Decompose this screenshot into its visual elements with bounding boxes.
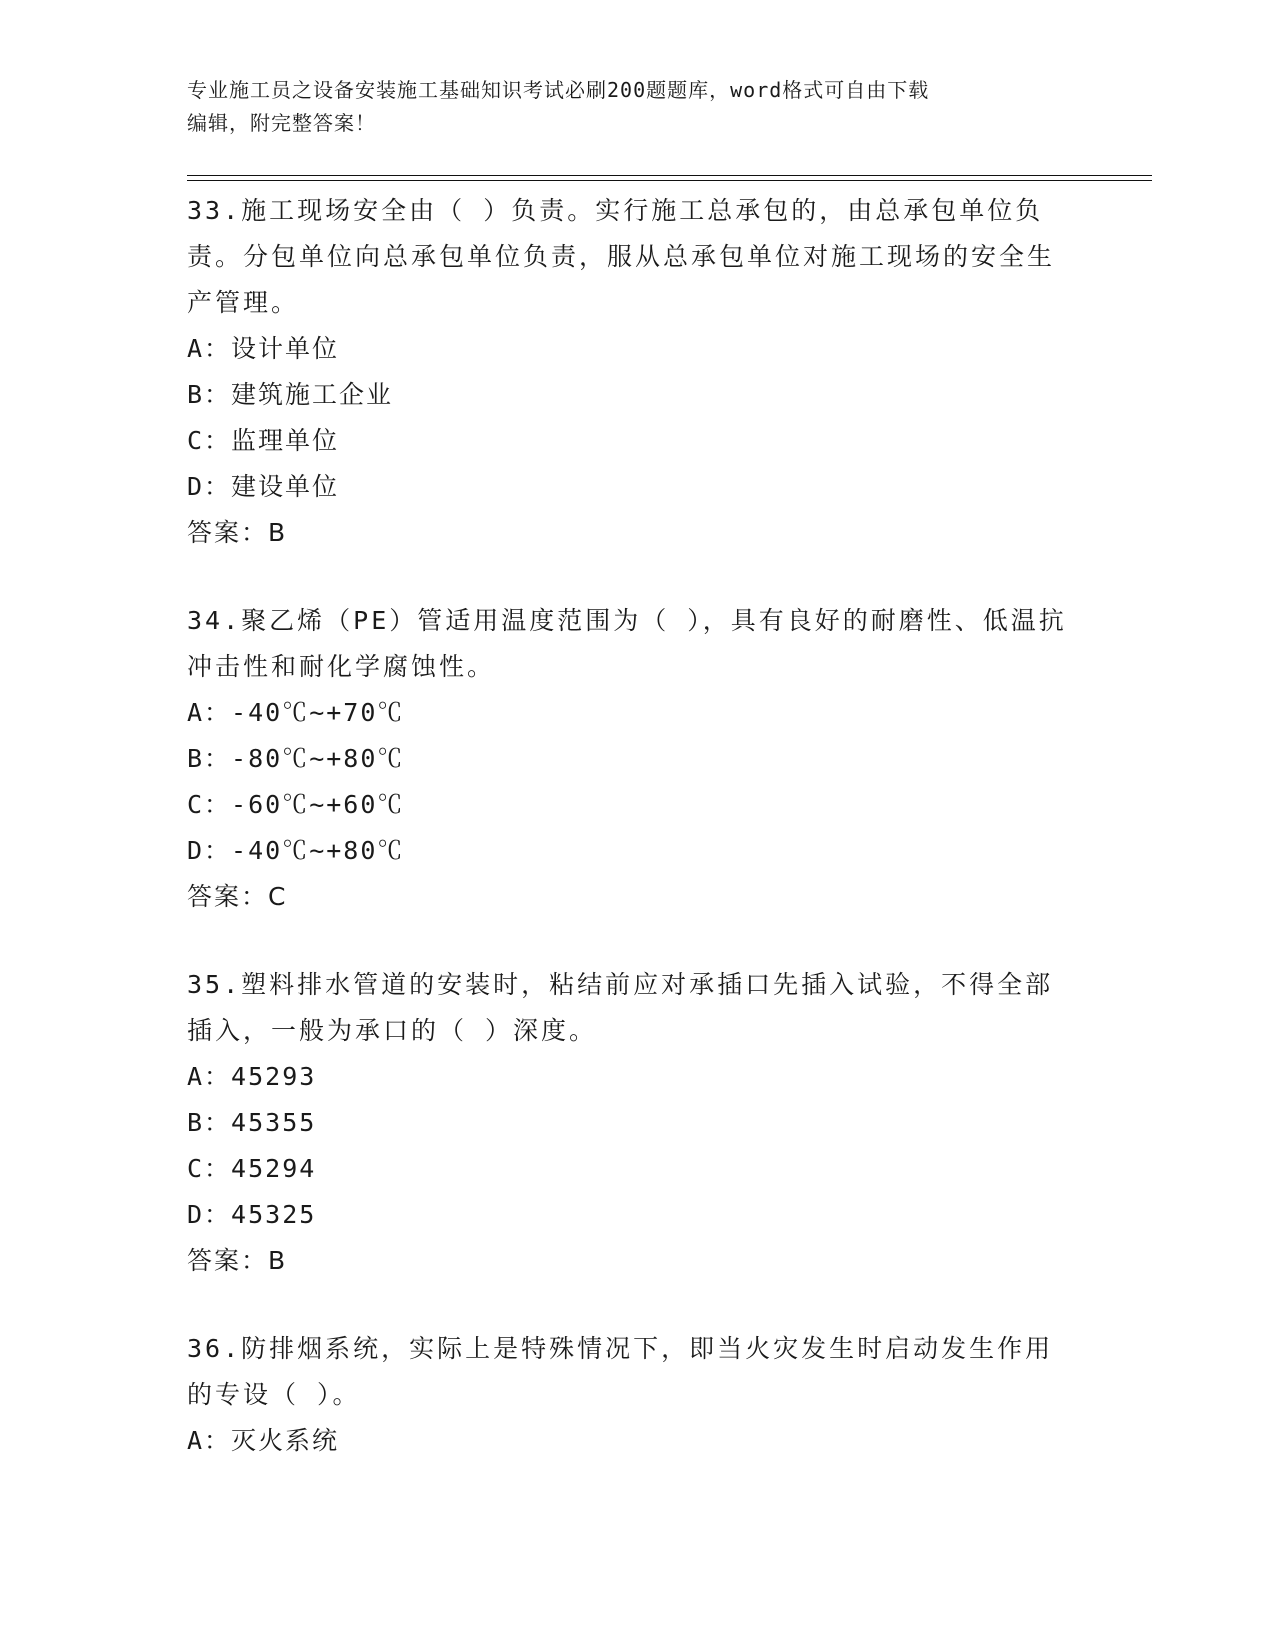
question-stem: 33.施工现场安全由（ ）负责。实行施工总承包的，由总承包单位负责。分包单位向总承包单位负责，服从总承包单位对施工现场的安全生产管理。 [187, 196, 1056, 317]
answer: 答案：C [187, 882, 288, 911]
answer: 答案：B [187, 1246, 288, 1275]
option-b: B：45355 [187, 1108, 317, 1137]
header-divider-bottom [187, 180, 1152, 181]
option-a: A：灭火系统 [187, 1426, 340, 1455]
header-line-2: 编辑，附完整答案！ [187, 111, 376, 135]
question-stem: 35.塑料排水管道的安装时，粘结前应对承插口先插入试验，不得全部插入，一般为承口的（ ）深度。 [187, 970, 1054, 1045]
question-stem: 36.防排烟系统，实际上是特殊情况下，即当火灾发生时启动发生作用的专设（ ）。 [187, 1334, 1054, 1409]
option-d: D：建设单位 [187, 472, 340, 501]
question-33 [187, 188, 1087, 556]
question-34 [187, 598, 1087, 920]
option-b: B：建筑施工企业 [187, 380, 394, 409]
option-d: D：45325 [187, 1200, 317, 1229]
option-a: A：-40℃~+70℃ [187, 698, 405, 727]
answer: 答案：B [187, 518, 288, 547]
question-35 [187, 962, 1087, 1284]
option-c: C：45294 [187, 1154, 317, 1183]
option-c: C：-60℃~+60℃ [187, 790, 405, 819]
option-a: A：45293 [187, 1062, 317, 1091]
question-stem: 34.聚乙烯（PE）管适用温度范围为（ ），具有良好的耐磨性、低温抗冲击性和耐化学腐蚀性。 [187, 606, 1067, 681]
option-a: A：设计单位 [187, 334, 340, 363]
question-36 [187, 1326, 1087, 1464]
option-c: C：监理单位 [187, 426, 340, 455]
header-line-1: 专业施工员之设备安装施工基础知识考试必刷200题题库，word格式可自由下载 [187, 78, 930, 102]
document-header [187, 74, 1067, 140]
header-divider-top [187, 175, 1152, 176]
option-b: B：-80℃~+80℃ [187, 744, 405, 773]
option-d: D：-40℃~+80℃ [187, 836, 405, 865]
